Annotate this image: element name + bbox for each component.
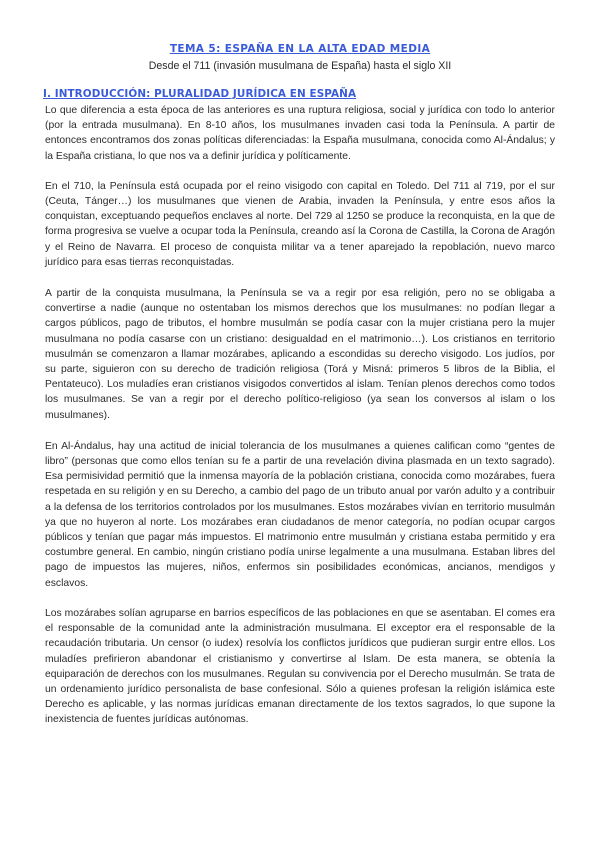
paragraph-2: En el 710, la Península está ocupada por el reino visigodo con capital en Toledo. Del 711 al 719, por el sur (Ceuta, Tánger…) los musulmanes que vienen de Arabia, invaden la Península, y entre esos años la conquistan, exceptuando pequeños enclaves al norte. Del 729 al 1250 se produce la reconquista, en la que de forma progresiva se vuelve a ocupar toda la Península, creando así la Corona de Castilla, la Corona de Aragón y el Reino de Navarra. El proceso de conquista militar va a tener aparejado la repoblación, nuevo marco jurídico para esas tierras reconquistadas. (45, 180, 555, 268)
paragraph-1: Lo que diferencia a esta época de las anteriores es una ruptura religiosa, social y jurídica con todo lo anterior (por la entrada musulmana). En 8-10 años, los musulmanes invaden casi toda la Península. A partir de entonces encontramos dos zonas políticas diferenciadas: la España musulmana, conocida como Al-Ándalus; y la España cristiana, lo que nos va a definir jurídica y políticamente. (45, 105, 555, 162)
paragraph-3: A partir de la conquista musulmana, la Península se va a regir por esa religión, pero no se obligaba a convertirse a nadie (aunque no ostentaban los mismos derechos que los musulmanes: no podían llegar a cargos públicos, pago de tributos, el hombre musulmán se podía casar con la mujer cristiana pero la mujer musulmana no podía casarse con un cristiano: desigualdad en el matrimonio…). Los cristianos en territorio musulmán se comenzaron a llamar mozárabes, aplicando a escondidas su derecho visigodo. Los judíos, por su parte, siguieron con su derecho de tradición religiosa (Torá y Misná: primeros 5 libros de la Biblia, el Pentateuco). Los muladíes eran cristianos visigodos convertidos al islam. Tenían plenos derechos como todos los musulmanes. Se van a regir por el derecho político-religioso (ya sean los conversos al islam o los musulmanes). (45, 288, 555, 421)
paragraph-5: Los mozárabes solían agruparse en barrios específicos de las poblaciones en que se asentaban. El comes era el responsable de la comunidad ante la administración musulmana. El exceptor era el responsable de la recaudación tributaria. Un censor (o iudex) resolvía los conflictos jurídicos que pudieran surgir entre ellos. Los muladíes prefirieron abandonar el cristianismo y convertirse al Islam. De esta manera, se obtenía la equiparación de derechos con los musulmanes. Regulan su convivencia por el Derecho musulmán. Se trata de un ordenamiento jurídico personalista de base confesional. Sólo a quienes profesan la religión islámica este Derecho es aplicable, y las normas jurídicas emanan directamente de los textos sagrados, lo que supone la inexistencia de fuentes jurídicas autónomas. (45, 607, 555, 726)
section-heading: I. INTRODUCCIÓN: PLURALIDAD JURÍDICA EN ESPAÑA (43, 88, 357, 100)
document-title: TEMA 5: ESPAÑA EN LA ALTA EDAD MEDIA (169, 43, 431, 55)
paragraph-4: En Al-Ándalus, hay una actitud de inicial tolerancia de los musulmanes a quienes califican como “gentes de libro” (personas que como ellos tenían su fe a partir de una revelación divina plasmada en un texto sagrado). Esa permisividad permitió que la inmensa mayoría de la población cristiana, conocida como mozárabes, fuera respetada en su religión y en su Derecho, a cambio del pago de un tributo anual por varón adulto y a contribuir a la defensa de los territorios controlados por los musulmanes. Estos mozárabes vivían en territorio musulmán ya que no huyeron al norte. Los mozárabes eran ciudadanos de menor categoría, no podían ocupar cargos públicos y tenían que pagar más impuestos. El matrimonio entre musulmán y cristiana estaba permitido y era costumbre general. En cambio, ningún cristiano podía unirse legalmente a una musulmana. Estaban libres del pago de impuestos las mujeres, niños, enfermos sin posibilidades económicas, ancianos, mendigos y esclavos. (45, 440, 555, 589)
document-subtitle: Desde el 711 (invasión musulmana de España) hasta el siglo XII (148, 60, 452, 72)
